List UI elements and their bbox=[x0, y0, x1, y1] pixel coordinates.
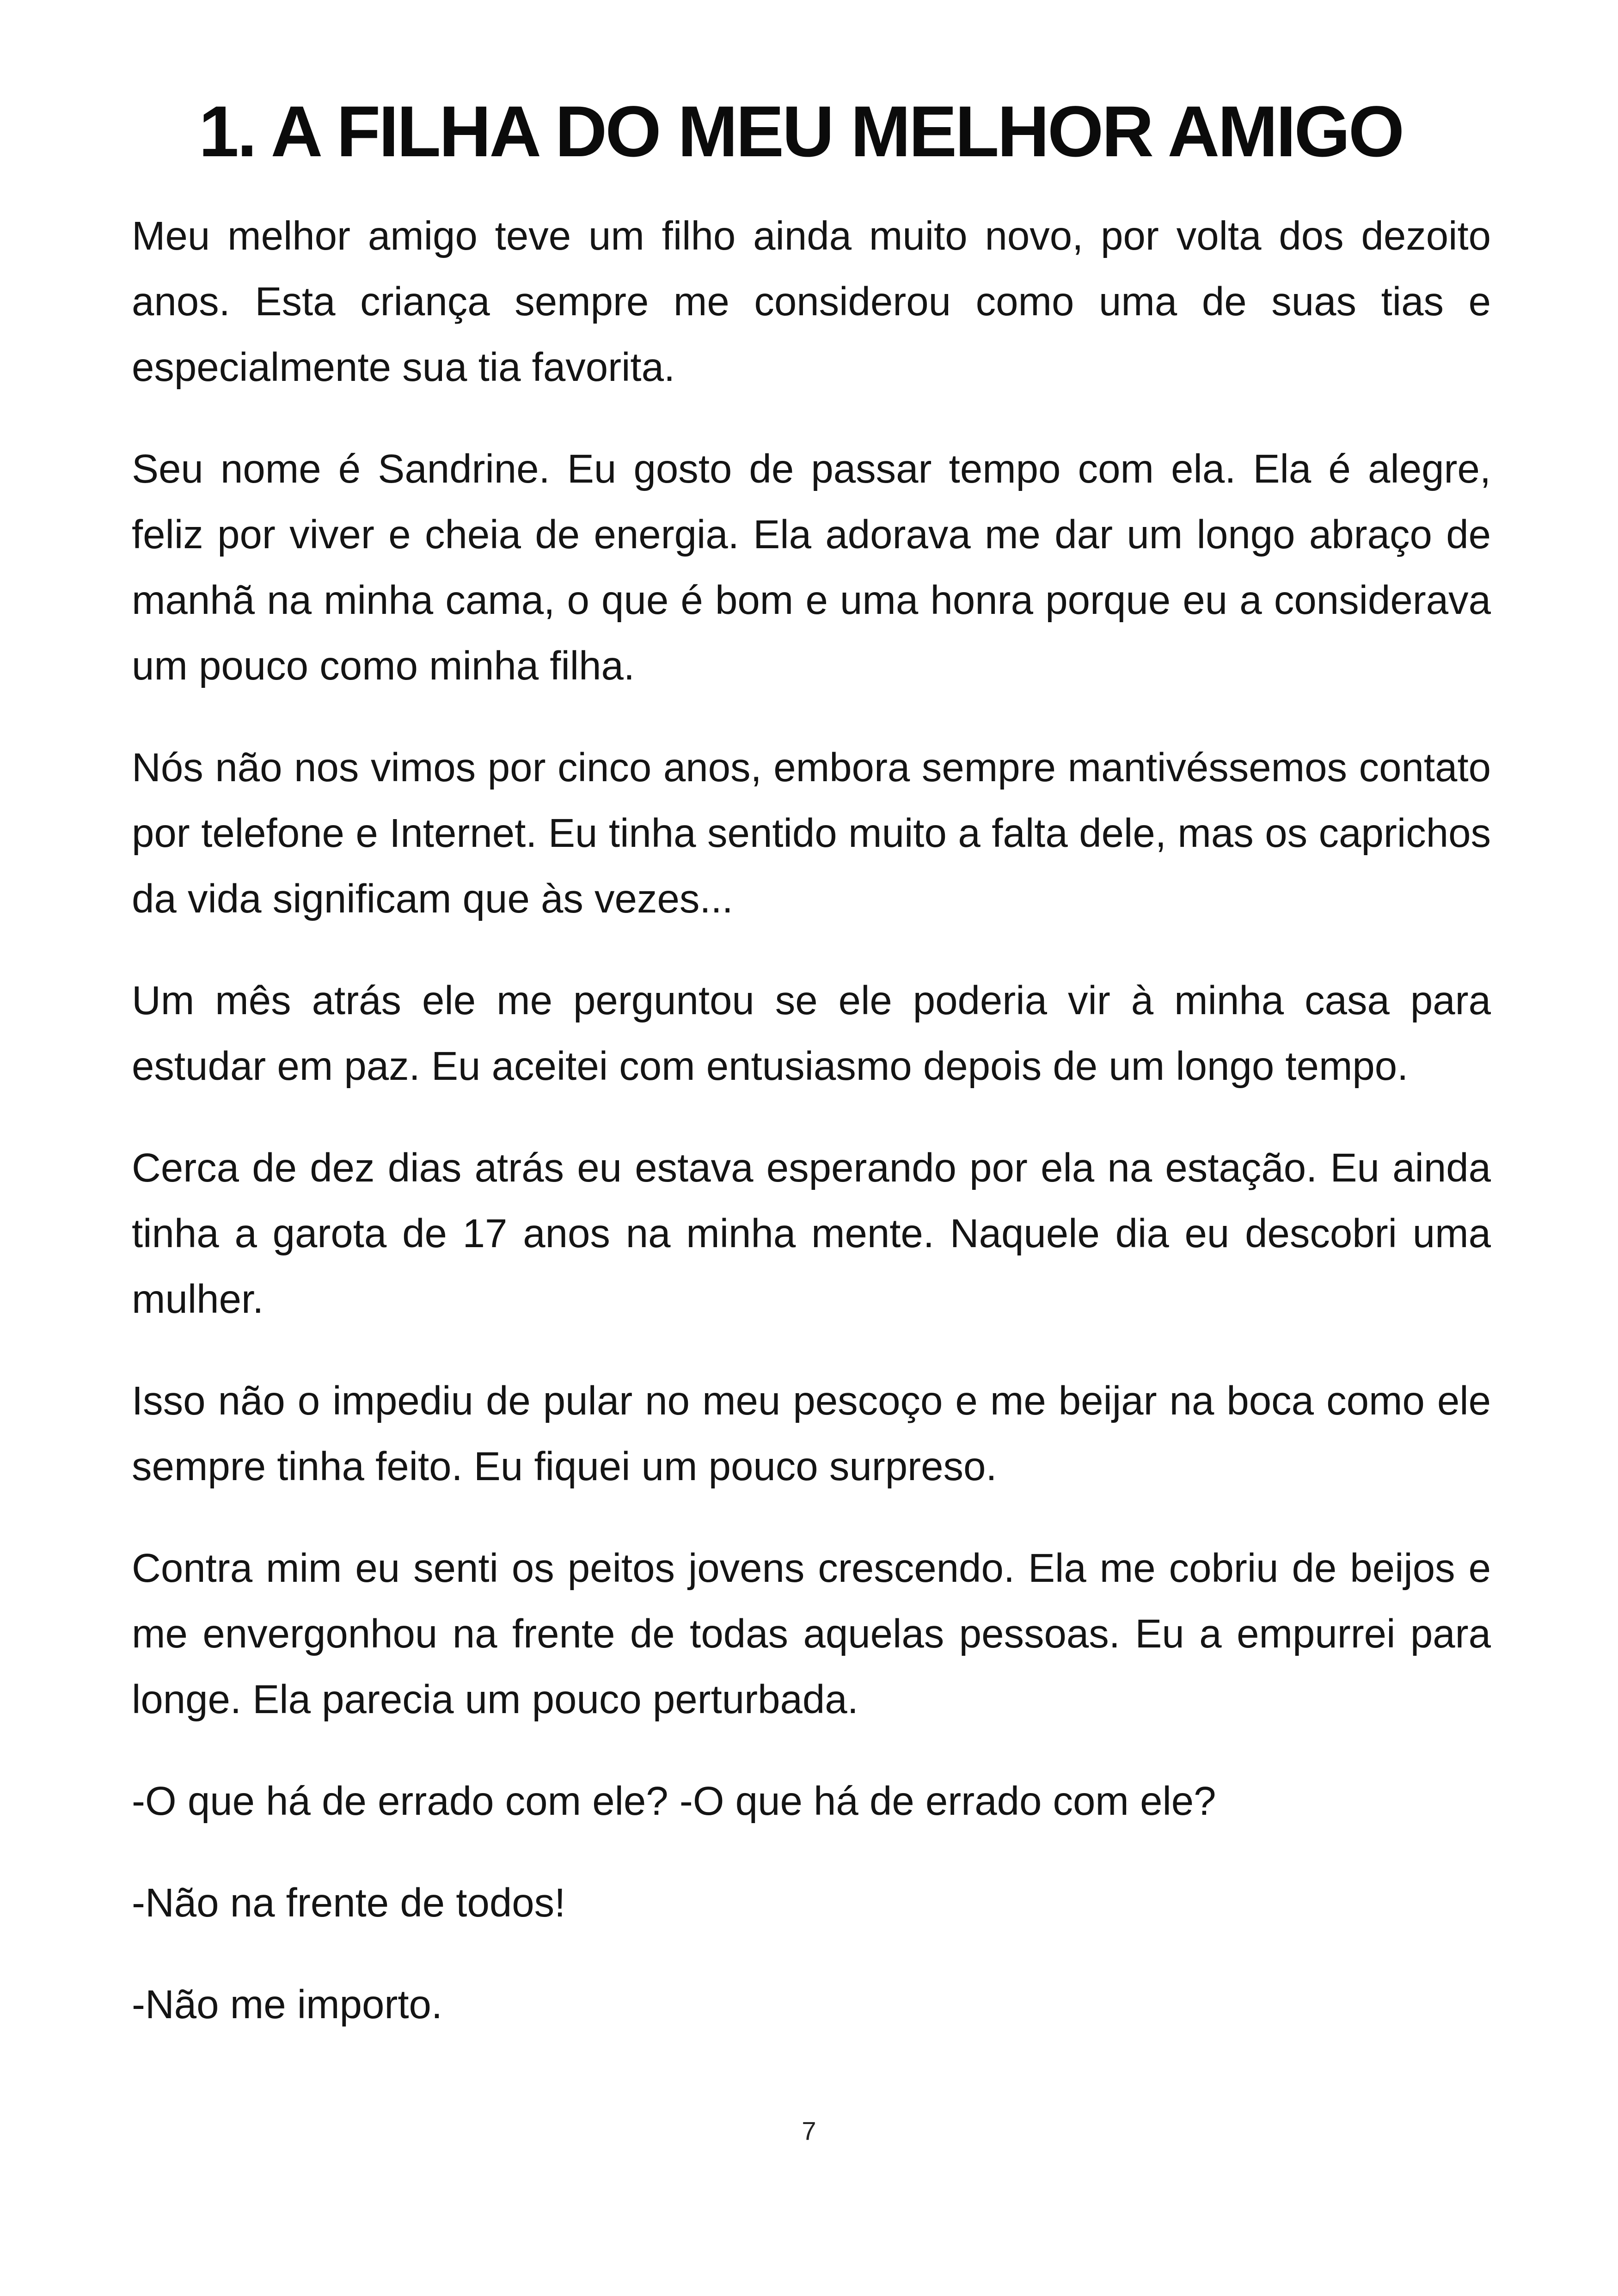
chapter-title: 1. A FILHA DO MEU MELHOR AMIGO bbox=[199, 92, 1403, 172]
dialogue-line: -Não me importo. bbox=[132, 1982, 443, 2027]
paragraph: Contra mim eu senti os peitos jovens crescendo. Ela me cobriu de beijos e me envergonhou na frente de todas aquelas pessoas. Eu a empurrei para longe. Ela parecia um pouco perturbada. bbox=[132, 1546, 1491, 1722]
paragraph: Cerca de dez dias atrás eu estava esperando por ela na estação. Eu ainda tinha a garota de 17 anos na minha mente. Naquele dia eu descobri uma mulher. bbox=[132, 1145, 1491, 1322]
chapter-body bbox=[132, 203, 1491, 2074]
page-number: 7 bbox=[802, 2116, 816, 2145]
dialogue-line: -Não na frente de todos! bbox=[132, 1880, 566, 1925]
paragraph: Isso não o impediu de pular no meu pescoço e me beijar na boca como ele sempre tinha feito. Eu fiquei um pouco surpreso. bbox=[132, 1378, 1491, 1489]
dialogue-line: -O que há de errado com ele? -O que há de errado com ele? bbox=[132, 1779, 1216, 1824]
paragraph: Seu nome é Sandrine. Eu gosto de passar tempo com ela. Ela é alegre, feliz por viver e cheia de energia. Ela adorava me dar um longo abraço de manhã na minha cama, o que é bom e uma honra porque eu a considerava um pouco como minha filha. bbox=[132, 447, 1491, 688]
paragraph: Meu melhor amigo teve um filho ainda muito novo, por volta dos dezoito anos. Esta criança sempre me considerou como uma de suas tias e especialmente sua tia favorita. bbox=[132, 214, 1491, 390]
paragraph: Um mês atrás ele me perguntou se ele poderia vir à minha casa para estudar em paz. Eu aceitei com entusiasmo depois de um longo tempo. bbox=[132, 978, 1491, 1089]
paragraph: Nós não nos vimos por cinco anos, embora sempre mantivéssemos contato por telefone e Internet. Eu tinha sentido muito a falta dele, mas os caprichos da vida significam que às vezes... bbox=[132, 745, 1491, 921]
